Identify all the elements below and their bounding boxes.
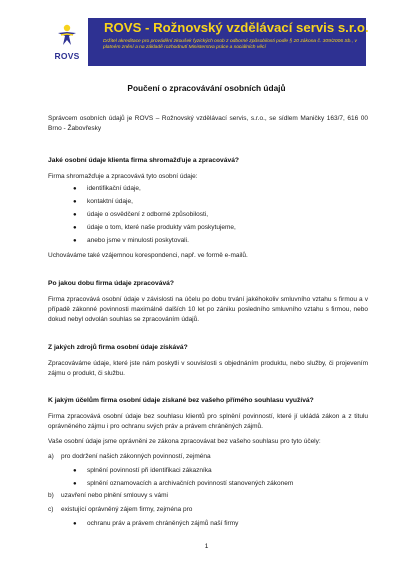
bullet-icon: ● xyxy=(73,186,77,192)
section-1-heading: Jaké osobní údaje klienta firma shromažďuje a zpracovává? xyxy=(48,157,240,164)
list-item: identifikační údaje, xyxy=(87,185,141,192)
section-3-heading: Z jakých zdrojů firma osobní údaje získává? xyxy=(48,344,188,351)
list-item: ochranu práv a právem chráněných zájmů naší firmy xyxy=(87,520,239,527)
section-4-heading: K jakým účelům firma osobní údaje získané bez vašeho přímého souhlasu využívá? xyxy=(48,397,314,404)
bullet-icon: ● xyxy=(73,199,77,205)
figure-logo-icon xyxy=(55,23,79,47)
list-item: údaje o osvědčení z odborné způsobilosti, xyxy=(87,211,209,218)
page-title: Poučení o zpracovávání osobních údajů xyxy=(127,83,286,93)
letterhead xyxy=(48,18,369,66)
logo-text: ROVS xyxy=(54,51,80,61)
section-1-lead: Firma shromažďuje a zpracovává tyto osobní údaje: xyxy=(48,173,198,180)
bullet-icon: ● xyxy=(73,521,77,527)
header-banner xyxy=(88,18,369,66)
bullet-icon: ● xyxy=(73,468,77,474)
company-name: ROVS - Rožnovský vzdělávací servis s.r.o. xyxy=(104,20,369,35)
accreditation-note: Držitel akreditace pro provádění zkoušek fyzických osob z odborné způsobilosti podle § 20 zákona č. 309/2006 Sb., v platném znění a na základě rozhodnutí Ministerstva práce a sociálních věcí xyxy=(103,39,357,51)
section-3-paragraph: Zpracováváme údaje, které jste nám poskytli v souvislosti s objednáním produktu, nebo služby, či projevením zájmu o produkt, či službu. xyxy=(48,360,368,377)
list-item: pro dodržení našich zákonných povinností, zejména xyxy=(61,453,211,460)
list-item: existující oprávněný zájem firmy, zejména pro xyxy=(61,506,193,513)
list-item: splnění oznamovacích a archivačních povinností stanovených zákonem xyxy=(87,480,294,487)
company-logo xyxy=(48,18,86,66)
list-item: anebo jsme v minulosti poskytovali. xyxy=(87,237,189,244)
section-2-heading: Po jakou dobu firma údaje zpracovává? xyxy=(48,280,174,287)
list-letter-b: b) xyxy=(48,492,54,499)
list-item: uzavření nebo plnění smlouvy s vámi xyxy=(61,492,168,499)
section-4-paragraph: Firma zpracovává osobní údaje bez souhlasu klientů pro splnění povinností, které jí ukládá zákon a z titulu oprávněného zájmu i pro ochranu svých práv a právem chráněných zájmů. xyxy=(48,413,368,430)
bullet-icon: ● xyxy=(73,481,77,487)
page-number: 1 xyxy=(204,543,209,550)
list-item: splnění povinností při identifikaci zákazníka xyxy=(87,467,212,474)
section-1-note: Uchováváme také vzájemnou korespondenci, např. ve formě e-mailů. xyxy=(48,252,248,259)
bullet-icon: ● xyxy=(73,225,77,231)
intro-paragraph: Správcem osobních údajů je ROVS – Rožnovský vzdělávací servis, s.r.o., se sídlem Maničky 163/7, 616 00 Brno - Žabovřesky xyxy=(48,115,368,132)
section-2-paragraph: Firma zpracovává osobní údaje v závislosti na účelu po dobu trvání jakéhokoliv smluvního vztahu s firmou a v případě zákonné povinnosti maximálně dalších 10 let po zániku posledního smluvního vztahu s firmou, nebo dokud nebyl odvolán souhlas se zpracováním údajů. xyxy=(48,296,368,323)
list-item: údaje o tom, které naše produkty vám poskytujeme, xyxy=(87,224,236,231)
bullet-icon: ● xyxy=(73,212,77,218)
bullet-icon: ● xyxy=(73,238,77,244)
list-letter-c: c) xyxy=(48,506,54,513)
section-4-lead: Vaše osobní údaje jsme oprávněni ze zákona zpracovávat bez vašeho souhlasu pro tyto účely: xyxy=(48,438,321,445)
list-letter-a: a) xyxy=(48,453,54,460)
list-item: kontaktní údaje, xyxy=(87,198,133,205)
